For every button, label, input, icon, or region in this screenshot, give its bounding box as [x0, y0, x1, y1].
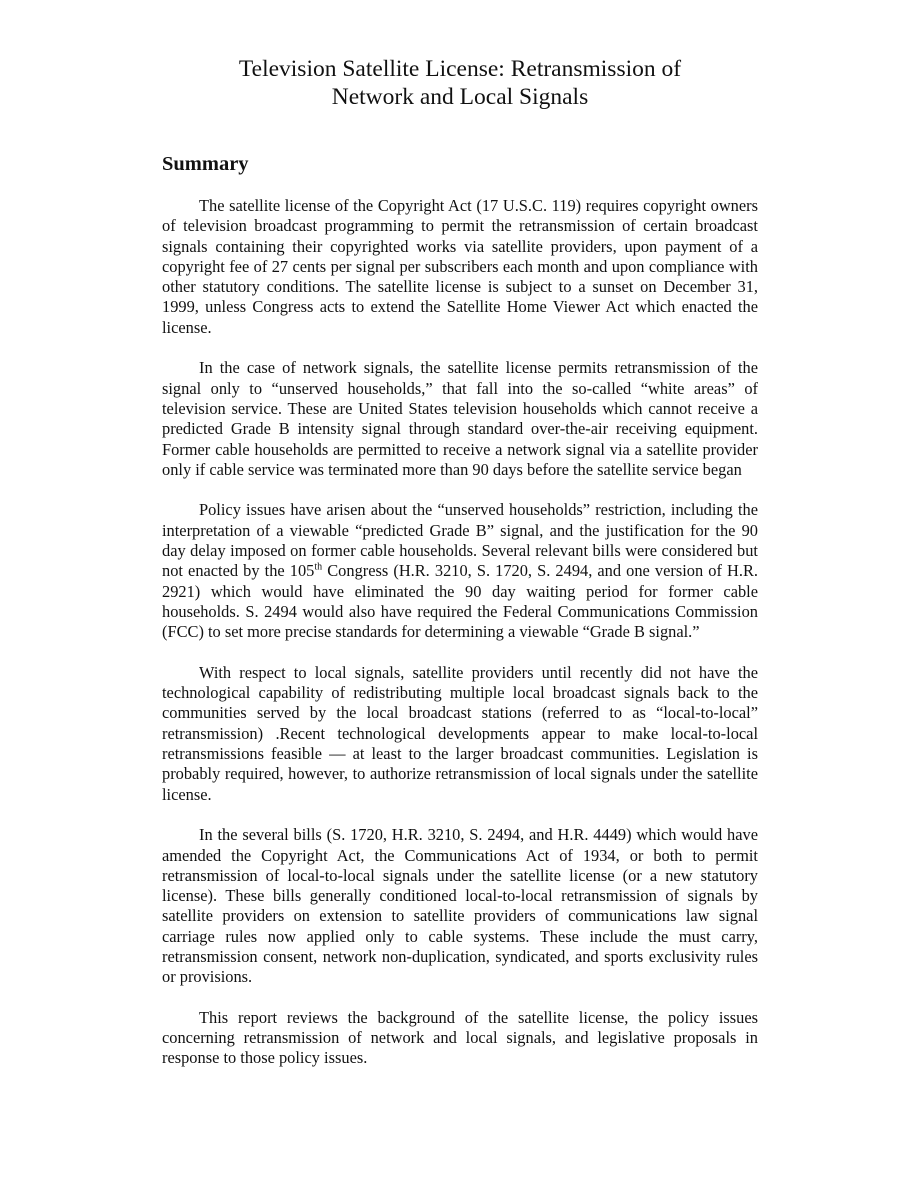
- summary-body: [162, 196, 758, 1089]
- ordinal-superscript: th: [314, 561, 323, 573]
- paragraph-3: [162, 500, 758, 642]
- title-line-2: Network and Local Signals: [331, 84, 589, 110]
- paragraph-4: With respect to local signals, satellite providers until recently did not have the technological capability of redistributing multiple local broadcast signals back to the communities served by the local broadcast stations (referred to as “local-to-local” retransmission) .Recent technological developments appear to make local-to-local retransmissions feasible — at least to the larger broadcast communities. Legislation is probably required, however, to authorize retransmission of local signals under the satellite license.: [162, 662, 758, 804]
- paragraph-6: This report reviews the background of the satellite license, the policy issues concerning retransmission of network and local signals, and legislative proposals in response to those policy issues.: [162, 1007, 758, 1068]
- paragraph-2: In the case of network signals, the satellite license permits retransmission of the signal only to “unserved households,” that fall into the so-called “white areas” of television service. These are United States television households which cannot receive a predicted Grade B intensity signal through standard over-the-air receiving equipment. Former cable households are permitted to receive a network signal via a satellite provider only if cable service was terminated more than 90 days before the satellite service began: [162, 358, 758, 479]
- paragraph-3-text-after: Congress (H.R. 3210, S. 1720, S. 2494, and one version of H.R. 2921) which would have eliminated the 90 day waiting period for former cable households. S. 2494 would also have required the Federal Communications Commission (FCC) to set more precise standards for determining a viewable “Grade B signal.”: [162, 561, 758, 642]
- paragraph-1: The satellite license of the Copyright Act (17 U.S.C. 119) requires copyright owners of television broadcast programming to permit the retransmission of certain broadcast signals containing their copyrighted works via satellite providers, upon payment of a copyright fee of 27 cents per signal per subscribers each month and upon compliance with other statutory conditions. The satellite license is subject to a sunset on December 31, 1999, unless Congress acts to extend the Satellite Home Viewer Act which enacted the license.: [162, 196, 758, 337]
- title-line-1: Television Satellite License: Retransmission of: [238, 56, 682, 82]
- paragraph-3-text-before: Policy issues have arisen about the “unserved households” restriction, including the interpretation of a viewable “predicted Grade B” signal, and the justification for the 90 day delay imposed on former cable households. Several relevant bills were considered but not enacted by the 105: [162, 500, 758, 581]
- summary-heading: Summary: [162, 153, 249, 175]
- paragraph-5: In the several bills (S. 1720, H.R. 3210, S. 2494, and H.R. 4449) which would have amended the Copyright Act, the Communications Act of 1934, or both to permit retransmission of local-to-local signals under the satellite license (or a new statutory license). These bills generally conditioned local-to-local retransmission of signals by satellite providers on extension to satellite providers of communications law signal carriage rules now applied only to cable systems. These include the must carry, retransmission consent, network non-duplication, syndicated, and sports exclusivity rules or provisions.: [162, 825, 758, 987]
- document-title: [162, 55, 758, 111]
